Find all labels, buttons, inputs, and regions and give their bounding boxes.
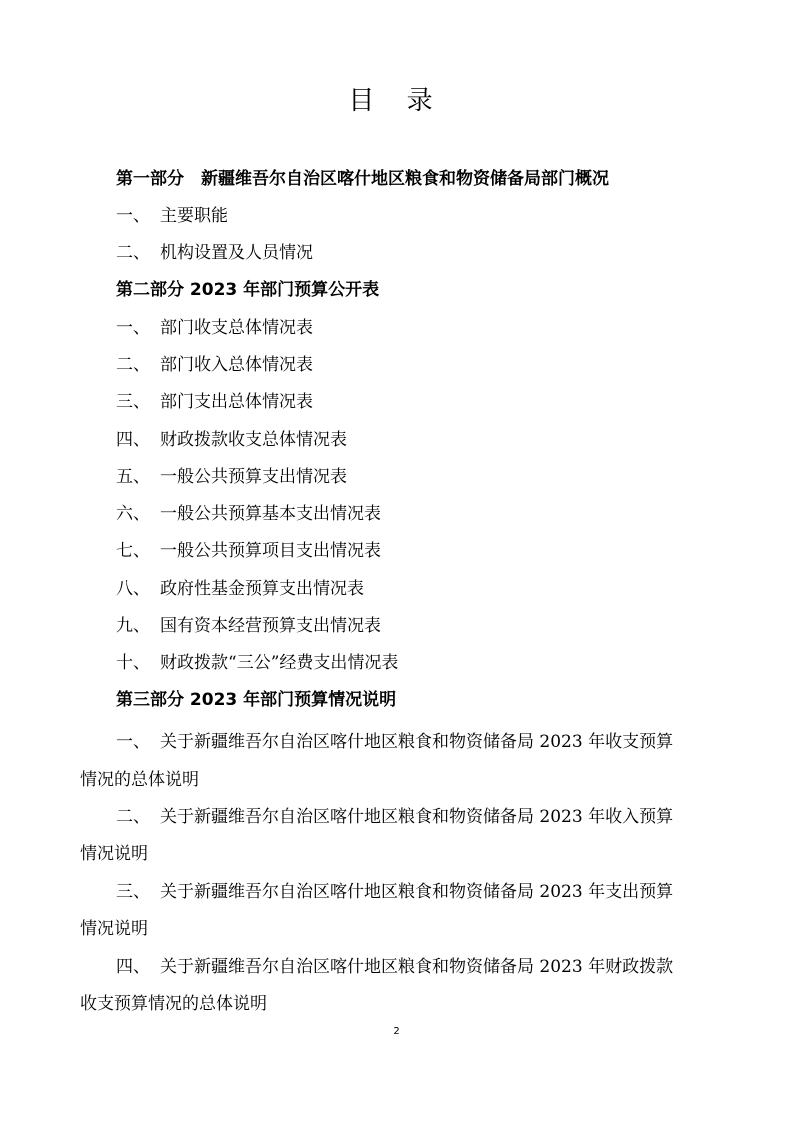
- item-text: 部门支出总体情况表: [160, 392, 313, 412]
- item-number: 二、: [116, 243, 150, 263]
- item-text: 一般公共预算基本支出情况表: [160, 504, 381, 524]
- item-number: 二、: [116, 355, 150, 375]
- item-text: 关于新疆维吾尔自治区喀什地区粮食和物资储备局 2023 年支出预算: [160, 882, 674, 902]
- item-number: 十、: [116, 653, 150, 673]
- item-number: 二、: [116, 807, 150, 827]
- toc-item-line1: [116, 802, 673, 827]
- item-number: 三、: [116, 392, 150, 412]
- item-text: 国有资本经营预算支出情况表: [160, 616, 381, 636]
- toc-item: [116, 390, 313, 414]
- part1-heading: 第一部分 新疆维吾尔自治区喀什地区粮食和物资储备局部门概况: [116, 169, 609, 189]
- toc-item: [116, 577, 364, 601]
- item-text: 财政拨款收支总体情况表: [160, 430, 347, 450]
- item-number: 四、: [116, 430, 150, 450]
- item-text: 主要职能: [160, 206, 228, 226]
- item-text: 关于新疆维吾尔自治区喀什地区粮食和物资储备局 2023 年财政拨款: [160, 957, 674, 977]
- toc-item-line2: 情况说明: [80, 919, 148, 939]
- toc-item: [116, 465, 347, 489]
- toc-title: 目 录: [348, 86, 445, 116]
- item-text: 机构设置及人员情况: [160, 243, 313, 263]
- item-text: 关于新疆维吾尔自治区喀什地区粮食和物资储备局 2023 年收入预算: [160, 807, 674, 827]
- item-text: 政府性基金预算支出情况表: [160, 579, 364, 599]
- item-text: 一般公共预算支出情况表: [160, 467, 347, 487]
- item-number: 五、: [116, 467, 150, 487]
- item-number: 八、: [116, 579, 150, 599]
- item-number: 九、: [116, 616, 150, 636]
- toc-item-line1: [116, 952, 673, 977]
- item-text: 一般公共预算项目支出情况表: [160, 541, 381, 561]
- toc-item: [116, 204, 228, 228]
- item-number: 七、: [116, 541, 150, 561]
- item-number: 一、: [116, 732, 150, 752]
- toc-item-line1: [116, 877, 673, 902]
- toc-item: [116, 614, 381, 638]
- toc-item-line2: 收支预算情况的总体说明: [80, 994, 267, 1014]
- toc-item-line2: 情况的总体说明: [80, 770, 199, 790]
- item-number: 六、: [116, 504, 150, 524]
- item-number: 四、: [116, 957, 150, 977]
- item-text: 关于新疆维吾尔自治区喀什地区粮食和物资储备局 2023 年收支预算: [160, 732, 674, 752]
- page-number: 2: [393, 1026, 400, 1037]
- item-number: 一、: [116, 318, 150, 338]
- toc-item: [116, 353, 313, 377]
- item-text: 财政拨款“三公”经费支出情况表: [160, 653, 399, 673]
- part3-heading: 第三部分 2023 年部门预算情况说明: [116, 690, 397, 710]
- toc-item-line1: [116, 727, 673, 752]
- item-text: 部门收入总体情况表: [160, 355, 313, 375]
- toc-item: [116, 316, 313, 340]
- toc-item-line2: 情况说明: [80, 844, 148, 864]
- toc-item: [116, 651, 398, 675]
- item-number: 三、: [116, 882, 150, 902]
- toc-item: [116, 502, 381, 526]
- item-number: 一、: [116, 206, 150, 226]
- part2-heading: 第二部分 2023 年部门预算公开表: [116, 280, 380, 300]
- item-text: 部门收支总体情况表: [160, 318, 313, 338]
- toc-item: [116, 539, 381, 563]
- toc-item: [116, 428, 347, 452]
- toc-item: [116, 241, 313, 265]
